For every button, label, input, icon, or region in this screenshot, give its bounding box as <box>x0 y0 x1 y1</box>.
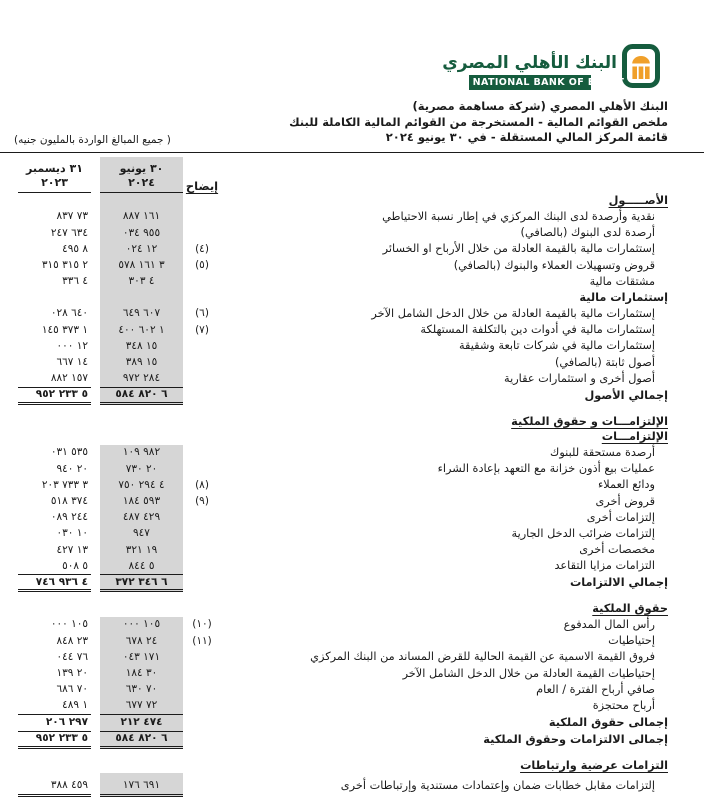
row-value-june-2024: ٦ ٨٢٠ ٥٨٤ <box>100 387 183 405</box>
row-note-ref: (١١) <box>192 634 212 647</box>
row-value-december-2023: ٤٥٩ ٣٨٨ <box>18 773 91 797</box>
row-value-june-2024: ٦ ٣٤٦ ٣٧٢ <box>100 574 183 592</box>
row-label: الإلتزامـــات <box>601 430 668 444</box>
statement-row <box>18 273 668 289</box>
row-value-december-2023: ٣ ٧٣٣ ٢٠٣ <box>41 478 88 491</box>
row-value-june-2024: ٤٢٩ ٤٨٧ <box>100 509 183 525</box>
row-label: إلتزامات أخرى <box>586 510 655 524</box>
bank-logo <box>442 44 660 90</box>
row-value-june-2024: ٢٠ ٧٣٠ <box>100 461 183 477</box>
row-label: رأس المال المدفوع <box>563 618 655 631</box>
row-label: التزامات عرضية وارتباطات <box>520 758 668 772</box>
june-column-header-year: ٢٠٢٤ <box>128 176 155 189</box>
row-value-december-2023: ٢٩٧ ٢٠٦ <box>18 714 91 731</box>
statement-row <box>18 773 668 797</box>
row-label: إستثمارات مالية <box>579 290 668 304</box>
statement-row <box>18 241 668 257</box>
statement-row <box>18 698 668 714</box>
row-value-june-2024: ٤ ٣٠٣ <box>100 273 183 289</box>
row-label: إلتزامات ضرائب الدخل الجارية <box>511 526 655 540</box>
row-value-june-2024: ١ ٦٠٢ ٤٠٠ <box>100 322 183 338</box>
bank-logo-text <box>442 52 625 90</box>
row-value-june-2024: ٦ ٨٢٠ ٥٨٤ <box>100 731 183 749</box>
row-note-ref: (٤) <box>195 242 209 255</box>
statement-row <box>18 542 668 558</box>
row-value-december-2023: ٢٠ ٩٤٠ <box>56 462 88 475</box>
row-label: مشتقات مالية <box>589 274 655 288</box>
statement-row <box>18 322 668 338</box>
statement-row <box>18 257 668 273</box>
bank-logo-icon <box>622 44 660 88</box>
row-label: أصول أخرى و استثمارات عقارية <box>504 371 655 385</box>
row-value-december-2023 <box>18 758 91 774</box>
row-value-december-2023: ١٠ ٠٣٠ <box>56 527 88 540</box>
row-label: فروق القيمة الاسمية عن القيمة الحالية للقرض المساند من البنك المركزي <box>310 650 655 664</box>
row-value-june-2024 <box>100 601 183 617</box>
row-value-june-2024: ١٠٥ ٠٠٠ <box>100 617 183 633</box>
statement-title-line: قائمة المركز المالي المستقلة - في ٣٠ يونيو ٢٠٢٤ <box>385 130 668 144</box>
row-value-december-2023: ٣٧٤ ٥١٨ <box>50 494 88 507</box>
row-value-december-2023: ١٥٧ ٨٨٢ <box>50 372 88 385</box>
row-value-june-2024: ٢٤ ٦٧٨ <box>100 633 183 649</box>
statement-row <box>18 558 668 574</box>
row-value-december-2023: ٤ ٣٣٦ <box>62 275 88 288</box>
label-column-header-empty <box>221 157 668 193</box>
row-label: إجمالى حقوق الملكية <box>548 715 668 729</box>
row-value-june-2024: ٩٥٥ ٠٣٤ <box>100 225 183 241</box>
row-value-june-2024: ١٩ ٣٢١ <box>100 542 183 558</box>
row-value-december-2023: ٨ ٤٩٥ <box>62 242 88 255</box>
row-value-december-2023: ٢٣ ٨٤٨ <box>56 634 88 647</box>
row-value-june-2024: ١٧١ ٠٤٣ <box>100 649 183 665</box>
row-value-december-2023: ٢ ٣١٥ ٣١٥ <box>41 258 88 271</box>
document-header <box>289 99 668 146</box>
row-value-june-2024: ٤٧٤ ٢١٢ <box>100 714 183 731</box>
row-value-december-2023: ٢٤٤ ٠٨٩ <box>50 511 88 524</box>
row-label: الأصـــــول <box>608 194 668 208</box>
statement-row <box>18 493 668 509</box>
row-value-june-2024 <box>100 429 183 445</box>
column-headers <box>18 157 668 193</box>
row-value-june-2024: ٤ ٢٩٤ ٧٥٠ <box>100 477 183 493</box>
row-label: أصول ثابتة (بالصافي) <box>554 355 655 369</box>
row-label: إجمالى الالتزامات وحقوق الملكية <box>483 733 668 747</box>
row-label: أرصدة مستحقة للبنوك <box>550 446 655 459</box>
row-value-december-2023: ١٤ ٦٦٧ <box>56 356 88 369</box>
row-label: صافي أرباح الفترة / العام <box>536 682 655 696</box>
row-note-ref: (٩) <box>195 494 209 507</box>
row-value-june-2024 <box>100 758 183 774</box>
row-value-june-2024 <box>100 193 183 209</box>
row-value-december-2023: ٥٣٥ ٠٣١ <box>50 446 88 459</box>
row-label: نقدية وأرصدة لدى البنك المركزي في إطار نسبة الاحتياطي <box>382 209 655 223</box>
row-value-december-2023: ١٢ ٠٠٠ <box>56 339 88 352</box>
row-value-december-2023: ٥ ٥٠٨ <box>62 559 88 572</box>
row-value-december-2023 <box>18 601 91 617</box>
row-value-june-2024: ١٥ ٣٨٩ <box>100 354 183 370</box>
statement-row <box>18 225 668 241</box>
row-value-december-2023 <box>18 193 91 209</box>
row-label: حقوق الملكية <box>592 602 668 616</box>
note-column-header: إيضاح <box>185 178 219 193</box>
statement-row <box>18 633 668 649</box>
statements-summary-line: ملخص القوائم المالية - المستخرجة من القوائم المالية الكاملة للبنك <box>289 114 668 129</box>
row-value-december-2023: ٦٣٤ ٢٤٧ <box>50 226 88 239</box>
statement-row <box>18 617 668 633</box>
row-value-june-2024 <box>100 414 183 430</box>
statement-row <box>18 193 668 209</box>
row-value-june-2024: ٩٤٧ <box>100 526 183 542</box>
header-divider <box>0 152 704 153</box>
row-label: ودائع العملاء <box>598 478 655 492</box>
row-note-ref: (٨) <box>195 478 209 491</box>
amounts-unit-note: ( جميع المبالغ الواردة بالمليون جنيه) <box>14 134 171 146</box>
row-label: قروض وتسهيلات العملاء والبنوك (بالصافي) <box>453 258 655 272</box>
december-column-header-year: ٢٠٢٣ <box>41 176 68 189</box>
statement-row <box>18 649 668 665</box>
column-gap <box>91 157 100 193</box>
row-label: أرصدة لدى البنوك (بالصافي) <box>520 226 655 240</box>
statement-row <box>18 665 668 681</box>
row-label: الإلتزامـــات و حقوق الملكية <box>511 414 668 428</box>
row-label: عمليات بيع أذون خزانة مع التعهد بإعادة الشراء <box>437 462 655 476</box>
row-value-june-2024: ٥٩٣ ١٨٤ <box>100 493 183 509</box>
row-note-ref: (٦) <box>195 307 209 320</box>
statement-row <box>18 509 668 525</box>
statement-row <box>18 681 668 697</box>
row-label: إلتزامات مقابل خطابات ضمان وإعتمادات مستندية وإرتباطات أخرى <box>340 778 655 792</box>
row-value-june-2024 <box>100 289 183 305</box>
row-value-december-2023: ١ ٤٨٩ <box>62 699 88 712</box>
row-value-june-2024: ٦٠٧ ٦٤٩ <box>100 306 183 322</box>
row-value-june-2024: ١٥ ٣٤٨ <box>100 338 183 354</box>
statement-row <box>18 338 668 354</box>
row-value-june-2024: ٣ ١٦١ ٥٧٨ <box>100 257 183 273</box>
row-value-june-2024: ٣٠ ١٨٤ <box>100 665 183 681</box>
row-value-june-2024: ٢٨٤ ٩٧٢ <box>100 370 183 386</box>
statement-row <box>18 445 668 461</box>
row-value-december-2023: ١ ٣٧٣ ١٤٥ <box>41 323 88 336</box>
row-label: مخصصات أخرى <box>579 543 655 557</box>
row-label: إحتياطيات <box>608 634 655 648</box>
row-value-december-2023: ١٣ ٤٢٧ <box>56 543 88 556</box>
row-label: إجمالي الأصول <box>584 388 668 402</box>
june-column-header-month: ٣٠ يونيو <box>119 162 164 175</box>
statement-row <box>18 429 668 445</box>
december-column-header-month: ٣١ ديسمبر <box>26 162 83 175</box>
row-label: إحتياطيات القيمة العادلة من خلال الدخل الشامل الآخر <box>402 666 655 680</box>
row-label: التزامات مزايا التقاعد <box>554 559 655 573</box>
row-value-december-2023: ٧٦ ٠٤٤ <box>56 650 88 663</box>
row-value-june-2024: ٧٠ ٦٣٠ <box>100 681 183 697</box>
row-note-ref: (٥) <box>195 258 209 271</box>
statement-row <box>18 601 668 617</box>
row-label: أرباح محتجزة <box>592 698 655 712</box>
row-value-june-2024: ٧٢ ٦٧٧ <box>100 698 183 714</box>
row-note-ref: (١٠) <box>192 618 212 631</box>
statement-row <box>18 289 668 305</box>
row-value-december-2023: ٢٠ ١٣٩ <box>56 666 88 679</box>
row-value-june-2024: ١٢ ٠٢٤ <box>100 241 183 257</box>
row-value-june-2024: ٦٩١ ١٧٦ <box>100 773 183 797</box>
statement-row <box>18 209 668 225</box>
row-value-december-2023 <box>18 429 91 445</box>
row-value-december-2023: ١٠٥ ٠٠٠ <box>50 618 88 631</box>
row-label: إستثمارات مالية بالقيمة العادلة من خلال الدخل الشامل الآخر <box>371 307 655 321</box>
row-value-december-2023: ٧٣ ٨٣٧ <box>56 210 88 223</box>
balance-sheet-table <box>18 157 668 797</box>
statement-rows <box>18 193 668 797</box>
bank-logo-name-bar: NATIONAL BANK OF EGYPT <box>469 75 591 90</box>
june-2024-column-header <box>100 157 183 193</box>
statement-row <box>18 370 668 386</box>
row-value-december-2023: ٤ ٩٣٦ ٧٤٦ <box>18 574 91 592</box>
statement-row <box>18 414 668 430</box>
row-label: إستثمارات مالية في أدوات دين بالتكلفة المستهلكة <box>420 323 655 337</box>
row-value-december-2023: ٥ ٢٣٣ ٩٥٢ <box>18 731 91 749</box>
statement-row <box>18 354 668 370</box>
statement-row <box>18 731 668 749</box>
row-label: إستثمارات مالية بالقيمة العادلة من خلال الأرباح او الخسائر <box>382 242 655 256</box>
row-value-june-2024: ٥ ٨٤٤ <box>100 558 183 574</box>
row-value-june-2024: ١٦١ ٨٨٧ <box>100 209 183 225</box>
statement-row <box>18 461 668 477</box>
row-label: قروض أخرى <box>595 494 655 508</box>
row-label: إجمالي الالتزامات <box>569 576 668 590</box>
row-value-june-2024: ٩٨٢ ١٠٩ <box>100 445 183 461</box>
bank-name-line: البنك الأهلي المصري (شركة مساهمة مصرية) <box>412 99 668 113</box>
december-2023-column-header <box>18 157 91 193</box>
row-value-december-2023: ٦٤٠ ٠٢٨ <box>50 307 88 320</box>
bank-logo-calligraphy: البنك الأهلي المصري <box>442 53 617 73</box>
statement-row <box>18 387 668 405</box>
statement-row <box>18 758 668 774</box>
row-label: إستثمارات مالية في شركات تابعة وشقيقة <box>458 339 655 353</box>
statement-row <box>18 306 668 322</box>
statement-row <box>18 526 668 542</box>
row-note-ref: (٧) <box>195 323 209 336</box>
row-value-december-2023: ٧٠ ٦٨٦ <box>56 683 88 696</box>
row-value-december-2023: ٥ ٢٣٣ ٩٥٢ <box>18 387 91 405</box>
statement-row <box>18 574 668 592</box>
row-value-december-2023 <box>18 289 91 305</box>
row-value-december-2023 <box>18 414 91 430</box>
statement-row <box>18 714 668 731</box>
statement-row <box>18 477 668 493</box>
